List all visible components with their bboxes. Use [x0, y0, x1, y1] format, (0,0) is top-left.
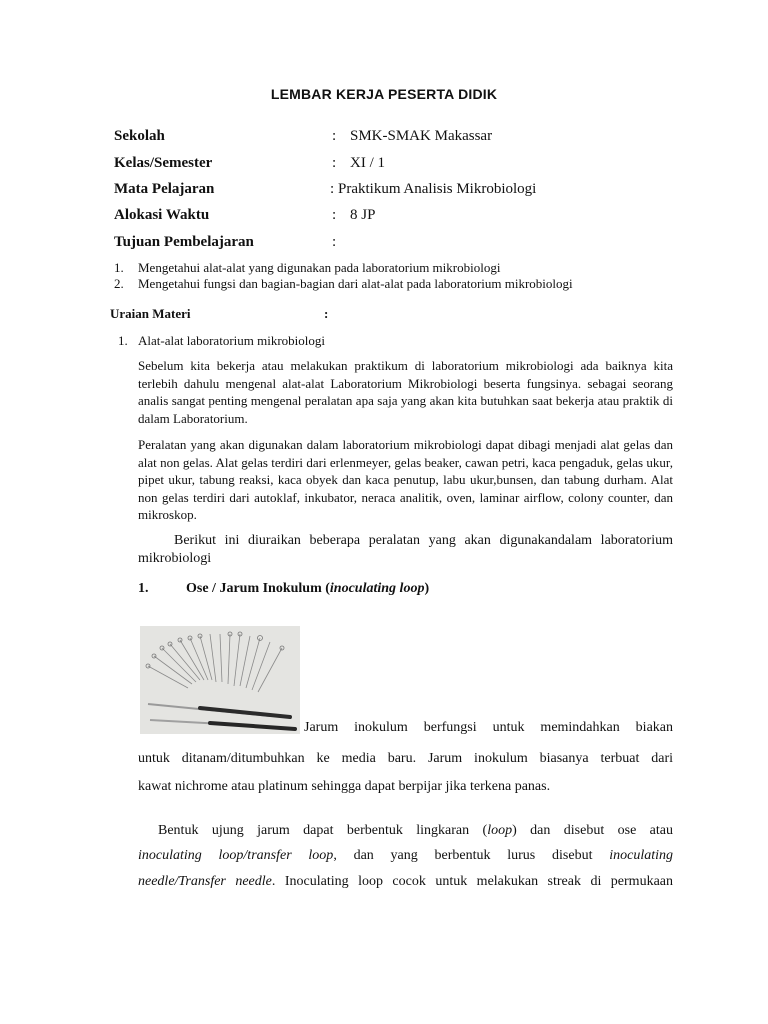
objective-text: Mengetahui fungsi dan bagian-bagian dari alat-alat pada laboratorium mikrobiologi: [138, 276, 573, 291]
shape-line: [158, 823, 673, 839]
uraian-materi-colon: :: [324, 306, 329, 321]
info-row-tujuan: [114, 234, 714, 254]
info-label: Sekolah: [114, 128, 165, 144]
info-colon: :: [330, 181, 335, 197]
shape-line: [138, 848, 673, 864]
objective-number: 1.: [114, 260, 124, 275]
description-line: Jarum inokulum berfungsi untuk memindahkan biakan: [304, 720, 673, 735]
shape-text: Bentuk ujung jarum dapat berbentuk lingkaran (: [158, 823, 488, 838]
shape-text-italic: inoculating loop/transfer loop: [138, 848, 334, 863]
info-label: Kelas/Semester: [114, 155, 213, 171]
info-value: Praktikum Analisis Mikrobiologi: [338, 181, 537, 197]
sub-item-text: Alat-alat laboratorium mikrobiologi: [138, 333, 326, 348]
paragraph-berikut: Berikut ini diuraikan beberapa peralatan yang akan digunakandalam laboratorium mikrobiologi: [138, 533, 673, 566]
info-colon: :: [332, 155, 337, 171]
sub-item: [118, 333, 325, 349]
info-row-mapel: [114, 181, 714, 201]
info-value: XI / 1: [350, 155, 385, 171]
paragraph-intro: Sebelum kita bekerja atau melakukan praktikum di laboratorium mikrobiologi ada baiknya kita terlebih dahulu mengenal alat-alat Laboratorium Mikrobiologi beserta fungsinya. sebagai seorang analis sangat penting mengenal peralatan apa saja yang akan kita butuhkan saat bekerja atau praktik di dalam Laboratorium.: [138, 358, 673, 426]
objective-text: Mengetahui alat-alat yang digunakan pada laboratorium mikrobiologi: [138, 260, 501, 275]
info-colon: :: [332, 234, 337, 250]
section-heading: [138, 581, 429, 597]
info-colon: :: [332, 128, 337, 144]
objective-number: 2.: [114, 276, 124, 291]
sub-item-number: 1.: [118, 333, 128, 348]
section-title-italic: inoculating loop: [329, 581, 425, 596]
info-label: Tujuan Pembelajaran: [114, 234, 254, 250]
page-title: LEMBAR KERJA PESERTA DIDIK: [270, 86, 498, 102]
shape-text-italic: loop: [487, 823, 513, 838]
info-value: 8 JP: [350, 207, 376, 223]
info-colon: :: [332, 207, 337, 223]
shape-text: , dan yang berbentuk lurus disebut: [333, 848, 610, 863]
description-line: untuk ditanam/ditumbuhkan ke media baru. Jarum inokulum biasanya terbuat dari: [138, 751, 673, 766]
shape-text-italic: needle/Transfer needle: [138, 874, 272, 889]
shape-text-italic: inoculating: [609, 848, 674, 863]
description-line: kawat nichrome atau platinum sehingga dapat berpijar jika terkena panas.: [138, 779, 551, 794]
objective-item: [114, 260, 674, 276]
shape-line: [138, 874, 673, 890]
info-row-kelas: [114, 155, 714, 175]
section-title: Ose / Jarum Inokulum (: [186, 581, 330, 596]
info-label: Alokasi Waktu: [114, 207, 210, 223]
inoculating-loops-photo-icon: [140, 626, 300, 734]
shape-text: ) dan disebut ose atau: [512, 823, 673, 838]
shape-text: . Inoculating loop cocok untuk melakukan streak di permukaan: [271, 874, 673, 889]
info-label: Mata Pelajaran: [114, 181, 215, 197]
objective-item: [114, 276, 674, 292]
uraian-materi-label: Uraian Materi: [110, 306, 191, 321]
paragraph-equipment: Peralatan yang akan digunakan dalam laboratorium mikrobiologi dapat dibagi menjadi alat gelas dan alat non gelas. Alat gelas terdiri dari erlenmeyer, gelas beaker, cawan petri, kaca pengaduk, gelas ukur, pipet ukur, tabung reaksi, kaca obyek dan kaca penutup, labu ukur,bunsen, dan tabung durham. Alat non gelas terdiri dari autoklaf, inkubator, neraca analitik, oven, laminar airflow, colony counter, dan mikroskop.: [138, 437, 673, 522]
info-row-sekolah: [114, 128, 714, 148]
info-value: SMK-SMAK Makassar: [350, 128, 493, 144]
section-title-end: ): [424, 581, 430, 596]
section-number: 1.: [138, 581, 149, 596]
inoculating-loops-photo: [140, 626, 300, 734]
info-row-alokasi: [114, 207, 714, 227]
